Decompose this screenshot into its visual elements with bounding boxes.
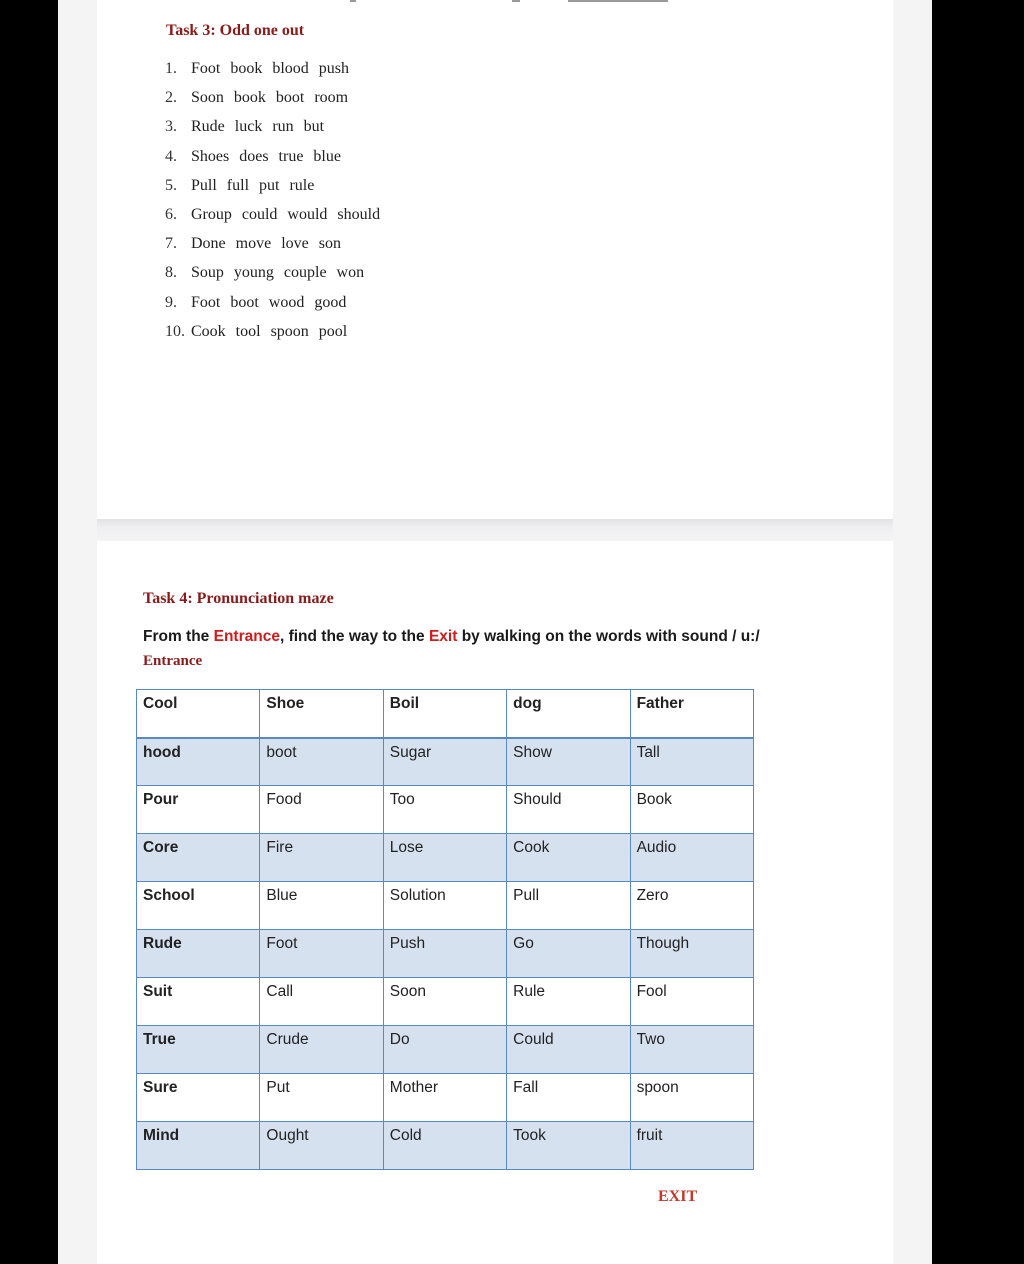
table-cell: Book	[630, 786, 753, 834]
table-cell: Though	[630, 930, 753, 978]
pronunciation-maze-table	[136, 689, 754, 1170]
table-cell: Lose	[383, 834, 506, 882]
table-cell: Rude	[137, 930, 260, 978]
page-top-mark	[350, 0, 356, 2]
table-cell: Put	[260, 1074, 383, 1122]
table-cell: Boil	[383, 690, 506, 738]
table-cell: Cool	[137, 690, 260, 738]
table-row	[137, 690, 754, 738]
table-cell: Should	[507, 786, 630, 834]
list-item: 10. Cook tool spoon pool	[165, 322, 348, 340]
table-cell: Too	[383, 786, 506, 834]
table-cell: Rule	[507, 978, 630, 1026]
table-row	[137, 834, 754, 882]
table-row	[137, 1026, 754, 1074]
maze-instruction: From the Entrance, find the way to the Exit by walking on the words with sound / u:/	[143, 628, 760, 645]
table-cell: Show	[507, 738, 630, 786]
table-row	[137, 1074, 754, 1122]
table-cell: Fall	[507, 1074, 630, 1122]
table-row	[137, 978, 754, 1026]
page-top-mark	[512, 0, 520, 2]
table-cell: Tall	[630, 738, 753, 786]
table-cell: fruit	[630, 1122, 753, 1170]
table-row	[137, 786, 754, 834]
list-item: 1. Foot book blood push	[165, 60, 350, 77]
table-cell: Go	[507, 930, 630, 978]
list-item: 9. Foot boot wood good	[165, 293, 347, 311]
table-cell: Shoe	[260, 690, 383, 738]
task4-title: Task 4: Pronunciation maze	[143, 590, 334, 607]
table-row	[137, 930, 754, 978]
table-cell: Took	[507, 1122, 630, 1170]
table-cell: True	[137, 1026, 260, 1074]
table-cell: Crude	[260, 1026, 383, 1074]
table-cell: Cold	[383, 1122, 506, 1170]
list-item: 5. Pull full put rule	[165, 176, 315, 194]
table-cell: Father	[630, 690, 753, 738]
table-cell: Core	[137, 834, 260, 882]
table-cell: Pour	[137, 786, 260, 834]
table-cell: Solution	[383, 882, 506, 930]
exit-word: Exit	[428, 628, 458, 645]
odd-one-out-list	[165, 56, 380, 348]
table-cell: Fool	[630, 978, 753, 1026]
table-cell: Zero	[630, 882, 753, 930]
list-item: 4. Shoes does true blue	[165, 147, 341, 165]
table-cell: Audio	[630, 834, 753, 882]
table-row	[137, 882, 754, 930]
table-cell: Fire	[260, 834, 383, 882]
table-cell: Foot	[260, 930, 383, 978]
table-cell: Food	[260, 786, 383, 834]
table-cell: Do	[383, 1026, 506, 1074]
page-gap	[97, 519, 893, 541]
table-cell: Sure	[137, 1074, 260, 1122]
list-item: 3. Rude luck run but	[165, 118, 325, 136]
table-cell: spoon	[630, 1074, 753, 1122]
table-cell: Could	[507, 1026, 630, 1074]
table-cell: Suit	[137, 978, 260, 1026]
entrance-word: Entrance	[213, 628, 280, 645]
table-cell: Ought	[260, 1122, 383, 1170]
task3-title: Task 3: Odd one out	[166, 22, 305, 39]
page-top-rule	[568, 0, 668, 2]
table-cell: Sugar	[383, 738, 506, 786]
table-cell: Two	[630, 1026, 753, 1074]
table-cell: Mother	[383, 1074, 506, 1122]
list-item: 6. Group could would should	[165, 205, 381, 223]
table-cell: dog	[507, 690, 630, 738]
entrance-label: Entrance	[143, 653, 203, 669]
table-cell: Mind	[137, 1122, 260, 1170]
table-row	[137, 1122, 754, 1170]
table-cell: Pull	[507, 882, 630, 930]
table-cell: School	[137, 882, 260, 930]
table-cell: Blue	[260, 882, 383, 930]
table-cell: Push	[383, 930, 506, 978]
table-cell: boot	[260, 738, 383, 786]
list-item: 7. Done move love son	[165, 235, 341, 253]
exit-label: EXIT	[658, 1188, 698, 1205]
list-item: 8. Soup young couple won	[165, 264, 365, 282]
table-cell: Soon	[383, 978, 506, 1026]
list-item: 2. Soon book boot room	[165, 89, 349, 107]
table-cell: Call	[260, 978, 383, 1026]
table-row	[137, 738, 754, 786]
table-cell: Cook	[507, 834, 630, 882]
table-cell: hood	[137, 738, 260, 786]
